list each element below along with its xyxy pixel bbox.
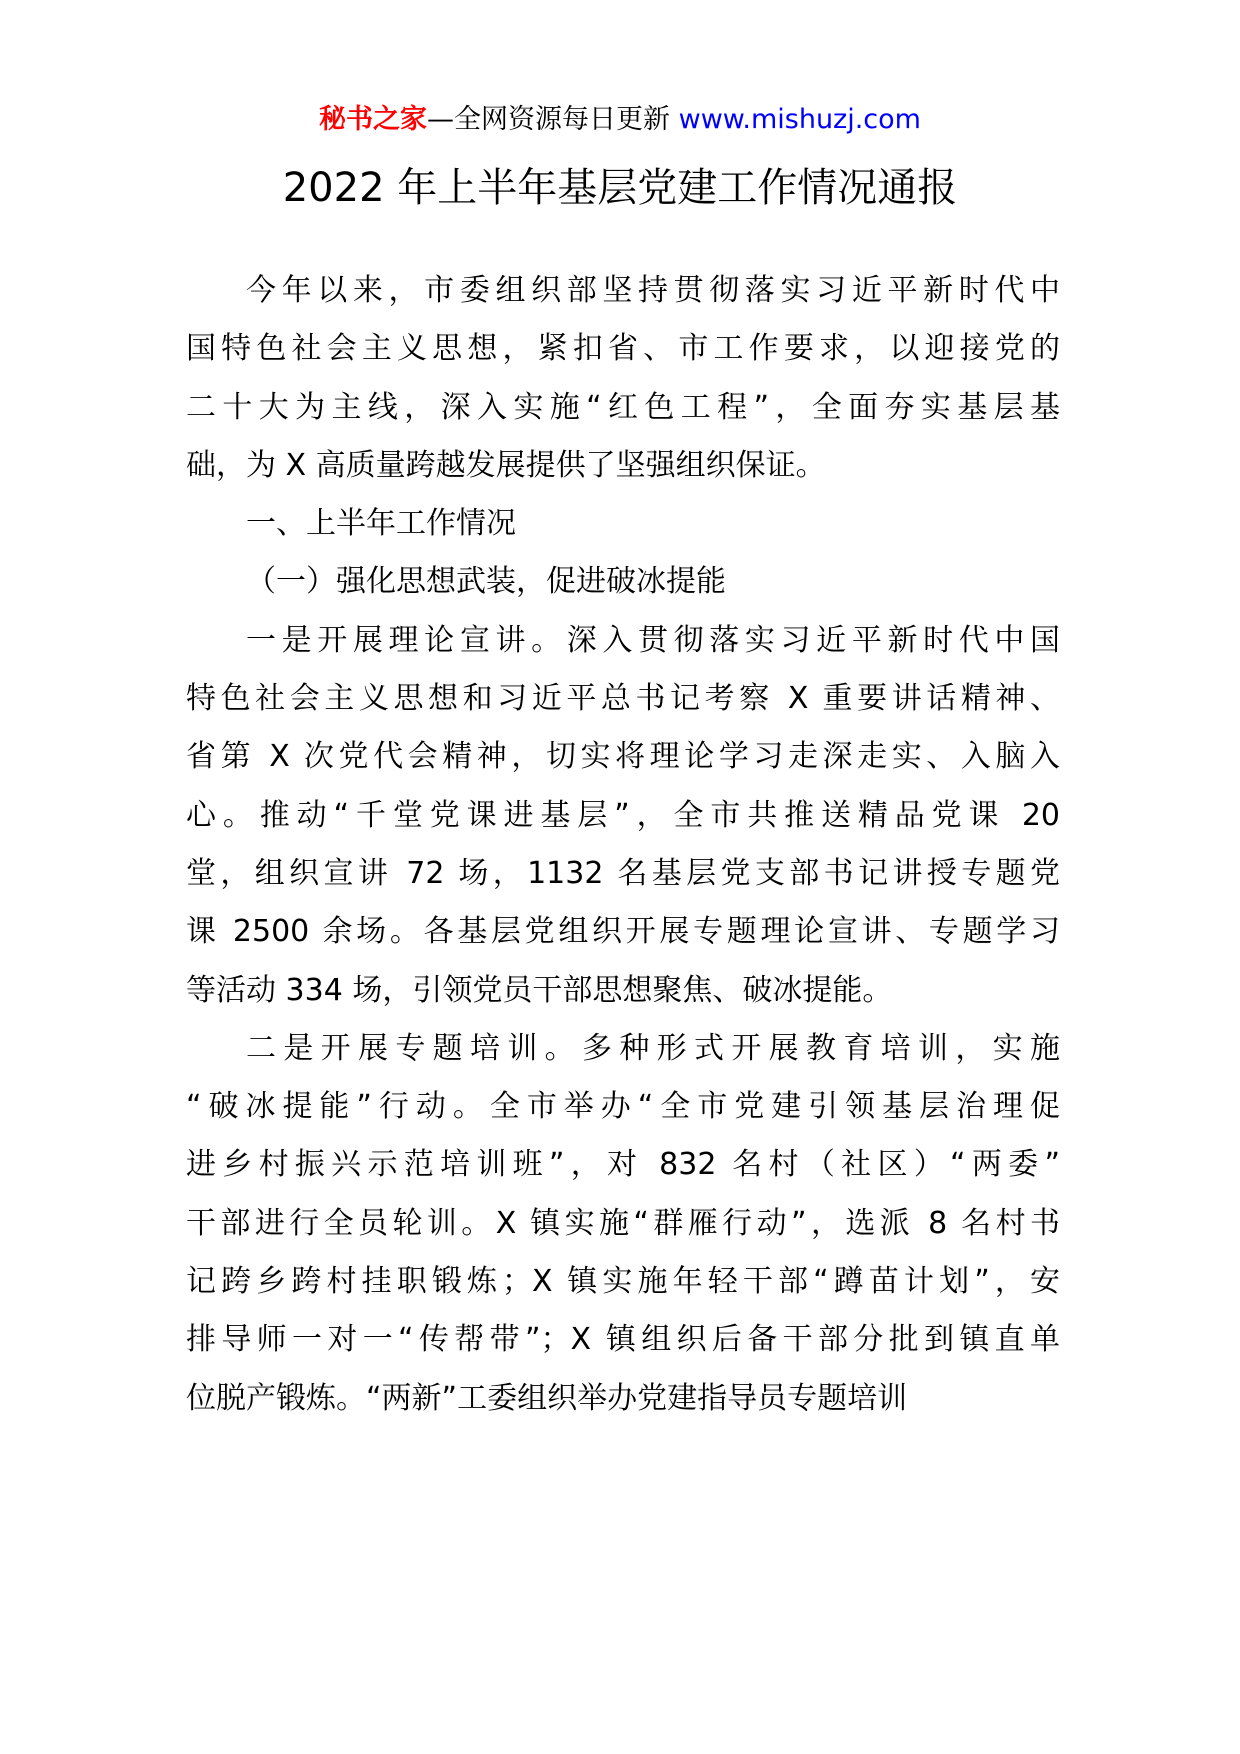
document-body <box>186 262 1060 1428</box>
body-paragraph <box>186 262 1060 495</box>
text-line: 二十大为主线，深入实施“红色工程”，全面夯实基层基 <box>186 389 1060 425</box>
body-paragraph <box>186 612 1060 1020</box>
text-line: “破冰提能”行动。全市举办“全市党建引领基层治理促 <box>186 1089 1060 1125</box>
section-heading <box>186 553 1060 611</box>
text-line: 础，为 X 高质量跨越发展提供了坚强组织保证。 <box>186 447 826 483</box>
text-line: 堂，组织宣讲 72 场，1132 名基层党支部书记讲授专题党 <box>186 855 1060 891</box>
site-url-link[interactable]: www.mishuzj.com <box>678 104 921 135</box>
text-line: 心。推动“千堂党课进基层”，全市共推送精品党课 20 <box>186 797 1060 833</box>
text-line: 等活动 334 场，引领党员干部思想聚焦、破冰提能。 <box>186 972 893 1008</box>
text-line: 位脱产锻炼。“两新”工委组织举办党建指导员专题培训 <box>186 1380 908 1416</box>
text-line: 一、上半年工作情况 <box>246 506 516 542</box>
text-line: 国特色社会主义思想，紧扣省、市工作要求，以迎接党的 <box>186 331 1060 367</box>
text-line: 二是开展专题培训。多种形式开展教育培训，实施 <box>246 1030 1060 1066</box>
section-heading <box>186 495 1060 553</box>
text-line: 进乡村振兴示范培训班”，对 832 名村（社区）“两委” <box>186 1147 1060 1183</box>
site-header <box>0 100 1240 140</box>
text-line: 一是开展理论宣讲。深入贯彻落实习近平新时代中国 <box>246 622 1060 658</box>
text-line: 干部进行全员轮训。X 镇实施“群雁行动”，选派 8 名村书 <box>186 1205 1060 1241</box>
brand-name: 秘书之家 <box>319 104 428 135</box>
text-line: 课 2500 余场。各基层党组织开展专题理论宣讲、专题学习 <box>186 914 1060 950</box>
header-slogan: —全网资源每日更新 <box>427 104 671 135</box>
body-paragraph <box>186 1020 1060 1428</box>
text-line: 特色社会主义思想和习近平总书记考察 X 重要讲话精神、 <box>186 681 1060 717</box>
text-line: 记跨乡跨村挂职锻炼；X 镇实施年轻干部“蹲苗计划”，安 <box>186 1264 1060 1300</box>
text-line: 排导师一对一“传帮带”；X 镇组织后备干部分批到镇直单 <box>186 1322 1060 1358</box>
text-line: （一）强化思想武装，促进破冰提能 <box>246 564 726 600</box>
text-line: 今年以来，市委组织部坚持贯彻落实习近平新时代中 <box>246 273 1060 308</box>
document-title: 2022 年上半年基层党建工作情况通报 <box>282 165 958 211</box>
text-line: 省第 X 次党代会精神，切实将理论学习走深走实、入脑入 <box>186 739 1060 775</box>
